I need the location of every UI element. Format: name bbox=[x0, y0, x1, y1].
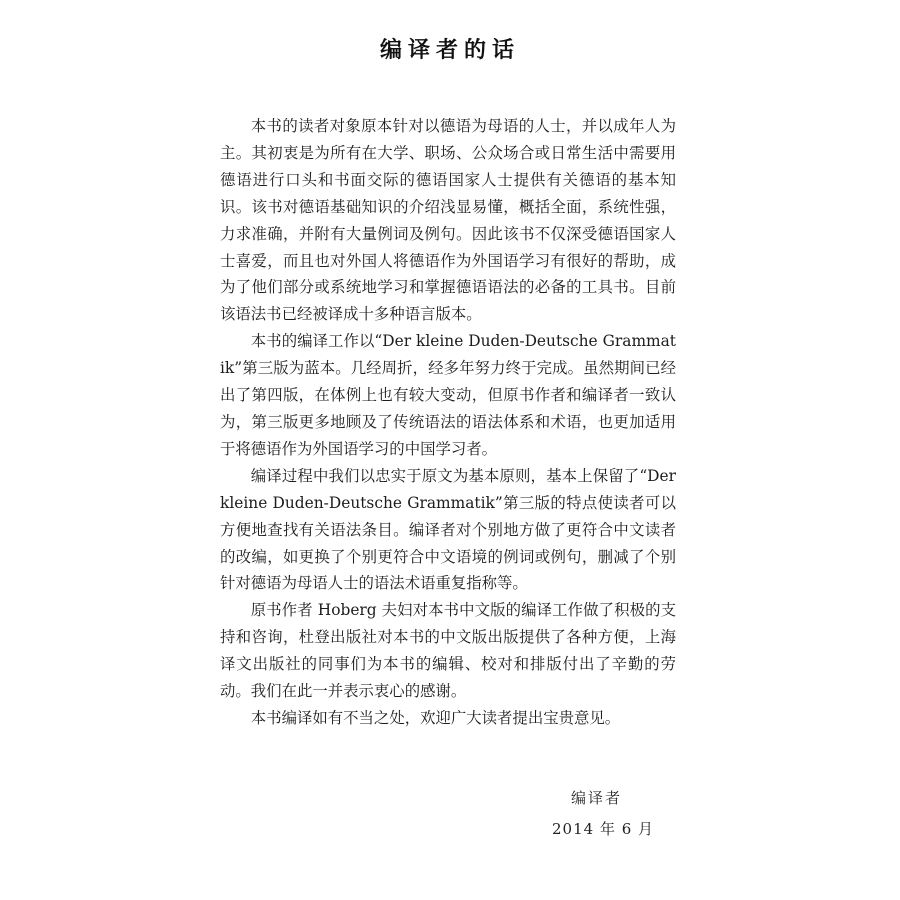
preface-body bbox=[220, 113, 676, 732]
signature-date: 2014 年 6 月 bbox=[552, 820, 655, 838]
paragraph: 编译过程中我们以忠实于原文为基本原则，基本上保留了“Der kleine Duden-Deutsche Grammatik”第三版的特点使读者可以方便地查找有关语法条目。编译者对个别地方做了更符合中文读者的改编，如更换了个别更符合中文语境的例词或例句，删减了个别针对德语为母语人士的语法术语重复指称等。 bbox=[220, 466, 676, 593]
paragraph: 本书的读者对象原本针对以德语为母语的人士，并以成年人为主。其初衷是为所有在大学、职场、公众场合或日常生活中需要用德语进行口头和书面交际的德语国家人士提供有关德语的基本知识。该书对德语基础知识的介绍浅显易懂，概括全面，系统性强，力求准确，并附有大量例词及例句。因此该书不仅深受德语国家人士喜爱，而且也对外国人将德语作为外国语学习有很好的帮助，成为了他们部分或系统地学习和掌握德语语法的必备的工具书。目前该语法书已经被译成十多种语言版本。 bbox=[220, 117, 676, 324]
signature: 编译者 bbox=[571, 789, 623, 807]
paragraph: 原书作者 Hoberg 夫妇对本书中文版的编译工作做了积极的支持和咨询，杜登出版社对本书的中文版出版提供了各种方便，上海译文出版社的同事们为本书的编辑、校对和排版付出了辛勤的劳动。我们在此一并表示衷心的感谢。 bbox=[220, 601, 676, 701]
paragraph: 本书的编译工作以“Der kleine Duden-Deutsche Grammatik”第三版为蓝本。几经周折，经多年努力终于完成。虽然期间已经出了第四版，在体例上也有较大变动，但原书作者和编译者一致认为，第三版更多地顾及了传统语法的语法体系和术语，也更加适用于将德语作为外国语学习的中国学习者。 bbox=[220, 332, 676, 458]
page-title: 编译者的话 bbox=[379, 37, 520, 63]
paragraph: 本书编译如有不当之处，欢迎广大读者提出宝贵意见。 bbox=[250, 708, 621, 727]
